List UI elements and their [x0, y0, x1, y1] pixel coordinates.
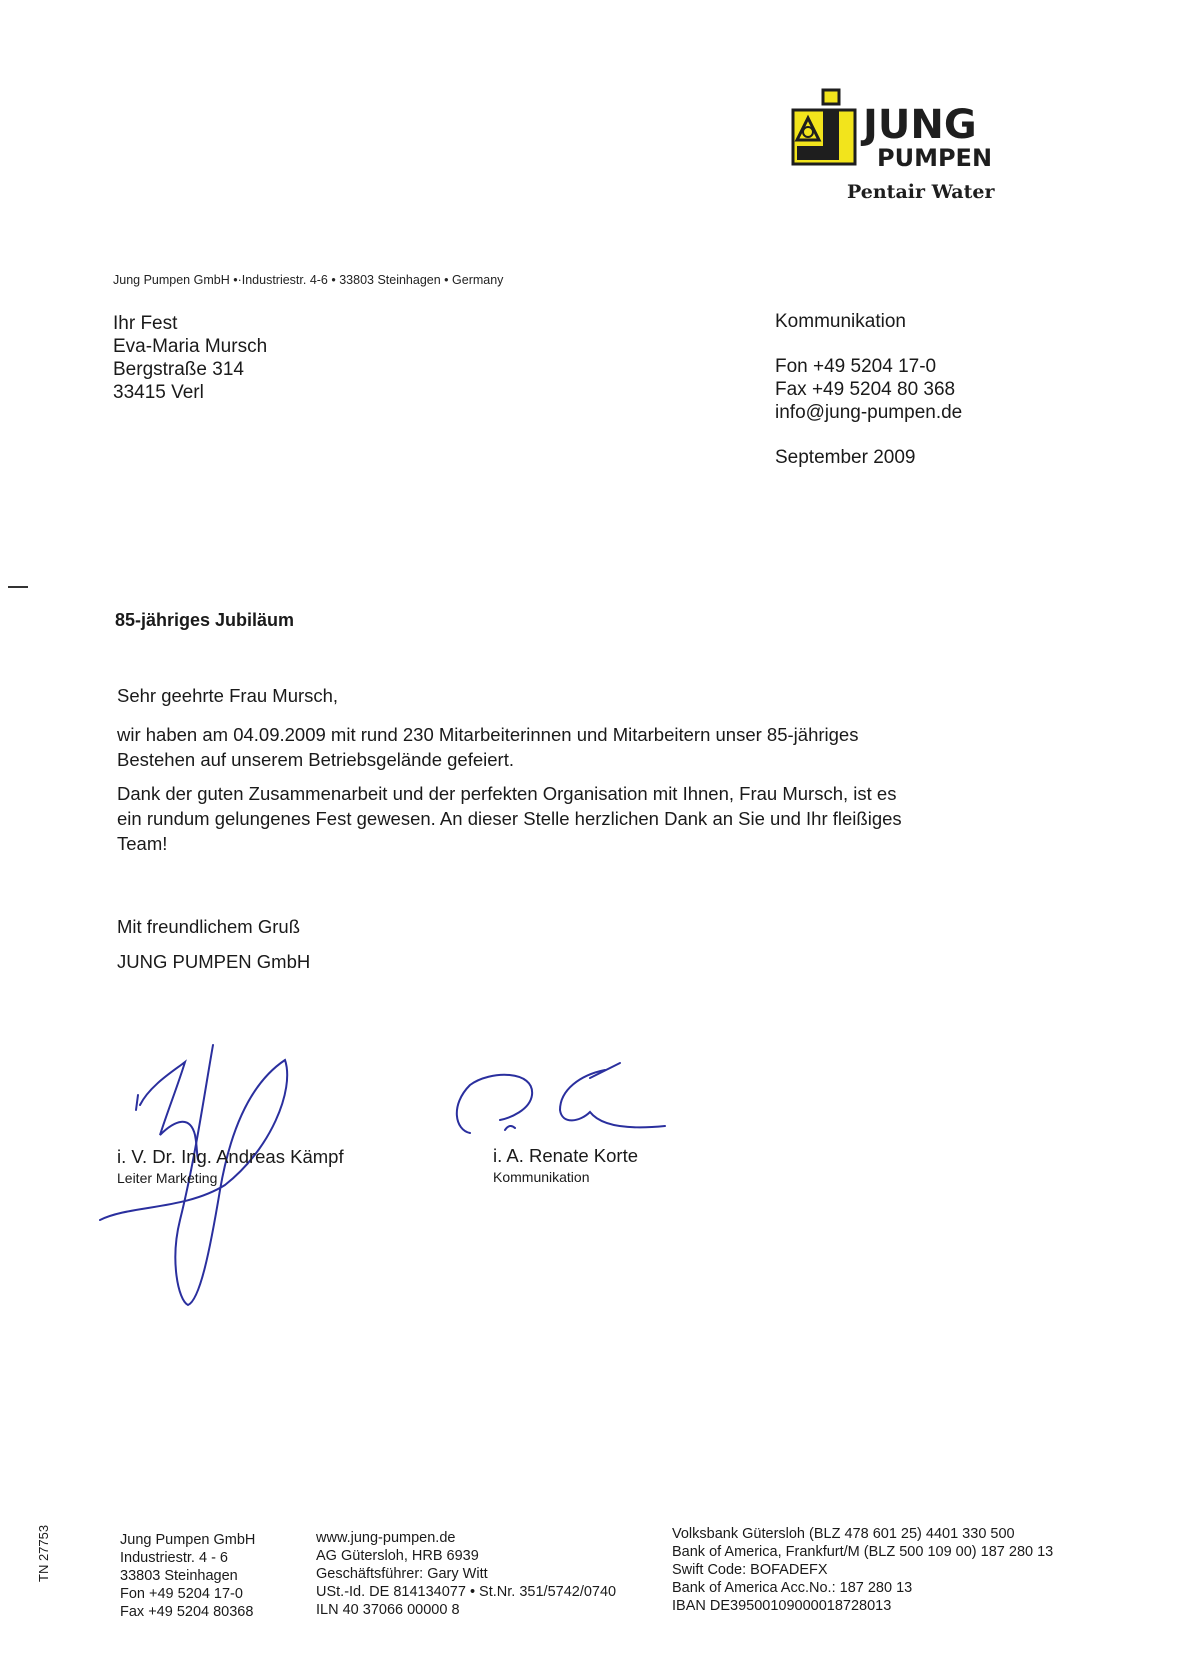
recipient-line-2: Eva-Maria Mursch [113, 336, 268, 357]
letter-body [117, 685, 937, 865]
closing-greeting: Mit freundlichem Gruß [117, 916, 300, 937]
signatory-left-title: Leiter Marketing [117, 1170, 218, 1186]
closing-block [117, 915, 310, 985]
email: info@jung-pumpen.de [775, 402, 963, 423]
footer-line: IBAN DE39500109000018728013 [672, 1598, 892, 1614]
letter-date: September 2009 [775, 447, 916, 468]
footer-line: Geschäftsführer: Gary Witt [316, 1566, 488, 1582]
svg-text:JUNG: JUNG [863, 102, 977, 148]
footer-line: Swift Code: BOFADEFX [672, 1562, 828, 1578]
footer-line: Bank of America, Frankfurt/M (BLZ 500 109 00) 187 280 13 [672, 1544, 1054, 1560]
svg-text:Pentair Water: Pentair Water [847, 181, 995, 203]
footer-line: USt.-Id. DE 814134077 • St.Nr. 351/5742/0740 [316, 1584, 617, 1600]
signatory-right-name: i. A. Renate Korte [493, 1145, 639, 1166]
footer-registration [316, 1529, 616, 1619]
footer-line: Bank of America Acc.No.: 187 280 13 [672, 1580, 913, 1596]
footer-line: Volksbank Gütersloh (BLZ 478 601 25) 4401 330 500 [672, 1526, 1015, 1542]
signatory-left-name: i. V. Dr. Ing. Andreas Kämpf [117, 1146, 344, 1167]
footer-line: ILN 40 37066 00000 8 [316, 1602, 460, 1618]
return-address: Jung Pumpen GmbH •·Industriestr. 4-6 • 33803 Steinhagen • Germany [113, 273, 504, 287]
footer-line: AG Gütersloh, HRB 6939 [316, 1548, 479, 1564]
recipient-line-1: Ihr Fest [113, 313, 178, 334]
footer-line: www.jung-pumpen.de [316, 1530, 456, 1546]
phone: Fon +49 5204 17-0 [775, 356, 937, 377]
body-paragraph-2: Dank der guten Zusammenarbeit und der perfekten Organisation mit Ihnen, Frau Mursch, ist es ein rundum gelungenes Fest gewesen. An dieser Stelle herzlichen Dank an Sie und Ihr fleißiges Team! [117, 783, 902, 854]
recipient-address [113, 312, 267, 404]
footer-company-address [120, 1531, 255, 1621]
fold-mark [8, 586, 28, 588]
footer-line: Industriestr. 4 - 6 [120, 1550, 228, 1566]
document-number: TN 27753 [36, 1524, 51, 1582]
footer-line: Fax +49 5204 80368 [120, 1604, 254, 1620]
footer-line: Fon +49 5204 17-0 [120, 1586, 243, 1602]
footer-bank-details [672, 1525, 1053, 1615]
recipient-line-4: 33415 Verl [113, 382, 204, 403]
footer-line: 33803 Steinhagen [120, 1568, 238, 1584]
closing-company: JUNG PUMPEN GmbH [117, 951, 311, 972]
letter-subject: 85-jähriges Jubiläum [115, 610, 295, 630]
fax: Fax +49 5204 80 368 [775, 379, 956, 400]
body-paragraph-1: wir haben am 04.09.2009 mit rund 230 Mitarbeiterinnen und Mitarbeitern unser 85-jähriges Bestehen auf unserem Betriebsgelände gefeiert. [117, 724, 859, 770]
department: Kommunikation [775, 311, 906, 332]
jung-pumpen-logo [785, 88, 1075, 213]
footer-line: Jung Pumpen GmbH [120, 1532, 256, 1548]
sender-contact-block [775, 310, 962, 469]
salutation: Sehr geehrte Frau Mursch, [117, 685, 339, 706]
svg-text:PUMPEN: PUMPEN [877, 144, 993, 172]
signatory-right-title: Kommunikation [493, 1169, 590, 1185]
recipient-line-3: Bergstraße 314 [113, 359, 244, 380]
